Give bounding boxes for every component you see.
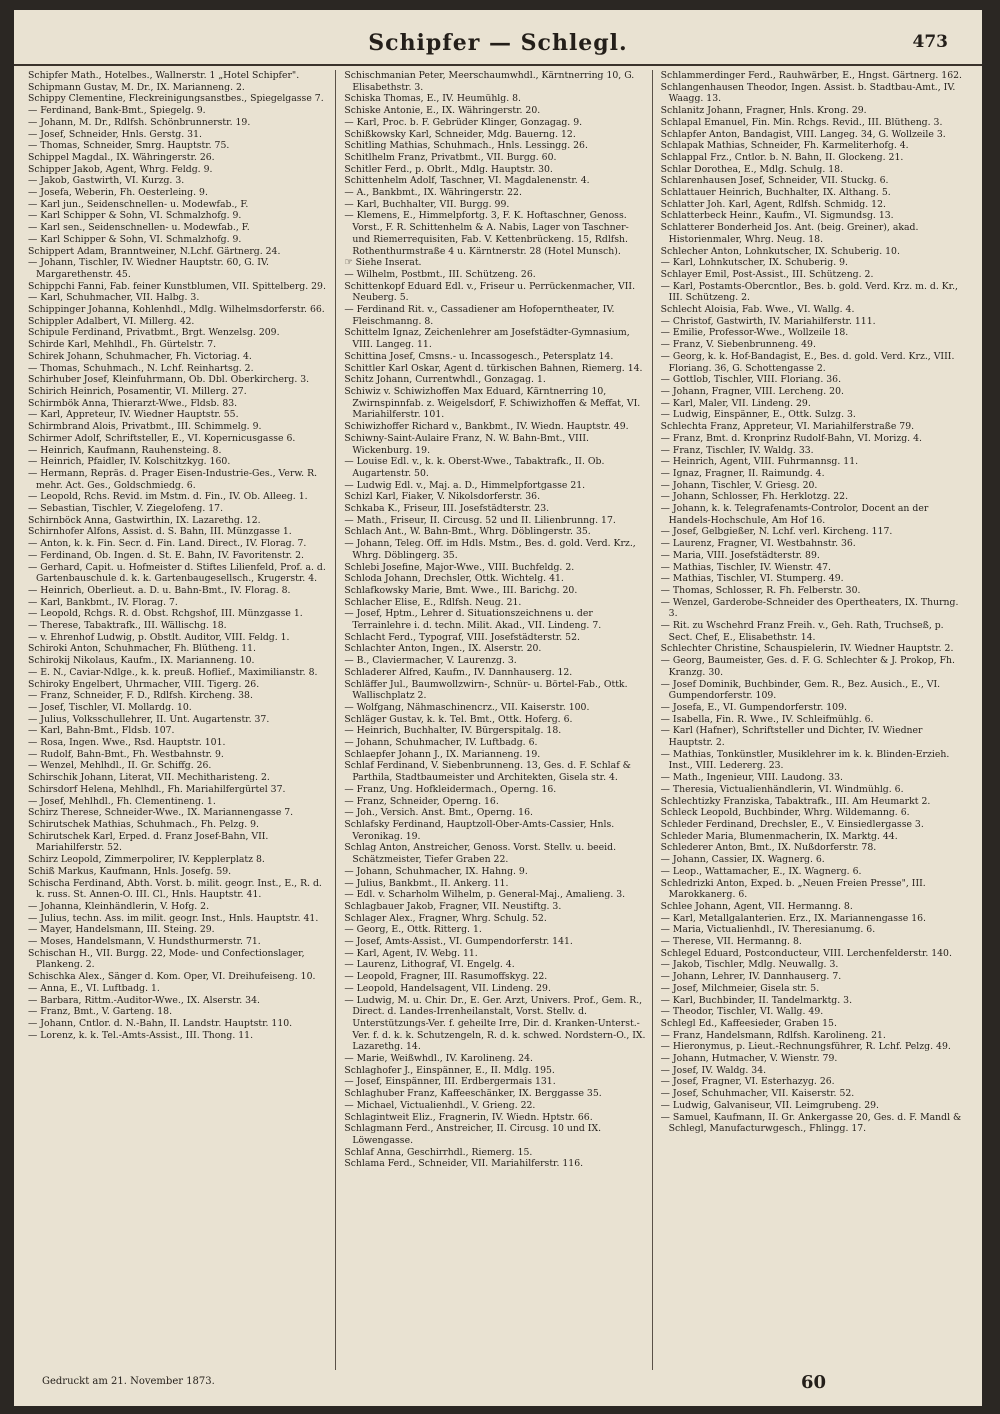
directory-entry: — Ludwig, Galvaniseur, VII. Leimgrubeng. 29. <box>660 1099 880 1111</box>
directory-entry: Schlappal Frz., Cntlor. b. N. Bahn, II. Glockeng. 21. <box>660 151 904 163</box>
directory-entry: — Karl, Schuhmacher, VII. Halbg. 3. <box>28 292 200 304</box>
directory-entry: — Gerhard, Capit. u. Hofmeister d. Stiftes Lilienfeld, Prof. a. d. Gartenbauschule d. k. k. Gartenbaugesellsch., Krugerstr. 4. <box>28 561 326 585</box>
directory-entry: Schirokij Nikolaus, Kaufm., IX. Marianneng. 10. <box>28 655 255 667</box>
directory-entry: — Karl Schipper & Sohn, VI. Schmalzhofg. 9. <box>28 233 242 245</box>
directory-entry: — Christof, Gastwirth, IV. Mariahilferstr. 111. <box>660 315 876 327</box>
page-footer <box>38 1372 958 1398</box>
directory-entry: — Ignaz, Fragner, II. Raimundg. 4. <box>660 467 825 479</box>
directory-entry: — Anna, E., VI. Luftbadg. 1. <box>28 982 160 994</box>
directory-entry: — Franz, Schneider, Operng. 16. <box>344 795 499 807</box>
directory-entry: — Julius, Bankbmt., II. Ankerg. 11. <box>344 877 509 889</box>
directory-column-3 <box>661 70 968 1370</box>
directory-entry: — B., Claviermacher, V. Laurenzg. 3. <box>344 655 517 667</box>
directory-entry: Schlachter Anton, Ingen., IX. Alserstr. 20. <box>344 643 542 655</box>
directory-entry: — Karl, Lohnkutscher, IX. Schuberig. 9. <box>660 257 848 269</box>
directory-entry: Schizl Karl, Fiaker, V. Nikolsdorferstr. 36. <box>344 491 541 503</box>
directory-entry: Schirnhofer Alfons, Assist. d. S. Bahn, III. Münzgasse 1. <box>28 526 292 538</box>
directory-entry: Schittler Karl Oskar, Agent d. türkischen Bahnen, Riemerg. 14. <box>344 362 643 374</box>
directory-entry: Schippler Adalbert, VI. Millerg. 42. <box>28 315 195 327</box>
directory-entry: — Edl. v. Scharholm Wilhelm, p. General-Maj., Amalieng. 3. <box>344 889 626 901</box>
directory-entry: Schittina Josef, Cmsns.- u. Incassogesch., Petersplatz 14. <box>344 350 614 362</box>
directory-entry: Schippy Clementine, Fleckreinigungsanstbes., Spiegelgasse 7. <box>28 93 324 105</box>
directory-entry: Schippel Magdal., IX. Währingerstr. 26. <box>28 151 215 163</box>
directory-entry: — Ferdinand Rit. v., Cassadiener am Hofoperntheater, IV. Fleischmanng. 8. <box>344 304 615 327</box>
directory-entry: Schirz Leopold, Zimmerpolirer, IV. Kepplerplatz 8. <box>28 854 265 866</box>
directory-entry: Schlagbauer Jakob, Fragner, VII. Neustiftg. 3. <box>344 900 562 912</box>
directory-entry: Schlag Anton, Anstreicher, Genoss. Vorst. Stellv. u. beeid. Schätzmeister, Tiefer Graben 22. <box>344 842 617 866</box>
directory-entry: — Wenzel, Mehlhdl., II. Gr. Schiffg. 26. <box>28 760 212 772</box>
directory-entry: Schipper Jakob, Agent, Whrg. Feldg. 9. <box>28 163 213 175</box>
directory-entry: Schirnböck Anna, Gastwirthin, IX. Lazarethg. 12. <box>28 514 261 526</box>
directory-column-2 <box>344 70 652 1370</box>
directory-entry: Schirmbök Anna, Thierarzt-Wwe., Fldsb. 83. <box>28 397 238 409</box>
directory-entry: Schiroki Anton, Schuhmacher, Fh. Blütheng. 11. <box>28 643 257 655</box>
directory-entry: Schittenkopf Eduard Edl. v., Friseur u. Perrückenmacher, VII. Neuberg. 5. <box>344 280 636 304</box>
page-number: 473 <box>912 32 948 52</box>
directory-entry: Schiß Markus, Kaufmann, Hnls. Josefg. 59. <box>28 865 232 877</box>
directory-entry: — Johann, Tischler, IV. Wiedner Hauptstr. 60, G. IV. Margarethenstr. 45. <box>28 257 269 280</box>
directory-entry: — Johann, Lehrer, IV. Dannhauserg. 7. <box>660 971 842 983</box>
directory-entry: — Wilhelm, Postbmt., III. Schützeng. 26. <box>344 268 536 280</box>
directory-entry: — Rudolf, Bahn-Bmt., Fh. Westbahnstr. 9. <box>28 748 224 760</box>
directory-entry: — Emilie, Professor-Wwe., Wollzeile 18. <box>660 327 849 339</box>
directory-entry: Schippchi Fanni, Fab. feiner Kunstblumen, VII. Spittelberg. 29. <box>28 280 326 292</box>
directory-entry: Schläger Gustav, k. k. Tel. Bmt., Ottk. Hoferg. 6. <box>344 713 573 725</box>
directory-entry: — Ferdinand, Bank-Bmt., Spiegelg. 9. <box>28 105 206 117</box>
directory-entry: — Marie, Weißwhdl., IV. Karolineng. 24. <box>344 1053 533 1065</box>
directory-entry: — Mathias, Tischler, VI. Stumperg. 49. <box>660 573 844 585</box>
directory-entry: — Samuel, Kaufmann, II. Gr. Ankergasse 20, Ges. d. F. Mandl & Schlegl, Manufacturwgesch., Fhlingg. 17. <box>660 1111 962 1135</box>
directory-entry: — Leopold, Rchs. Revid. im Mstm. d. Fin., IV. Ob. Alleeg. 1. <box>28 491 308 503</box>
directory-entry: Schirz Therese, Schneider-Wwe., IX. Mariannengasse 7. <box>28 807 294 819</box>
directory-entry: Schlayer Emil, Post-Assist., III. Schützeng. 2. <box>660 268 874 280</box>
directory-entry: — Gottlob, Tischler, VIII. Floriang. 36. <box>660 374 842 386</box>
directory-entry: Schlaghuber Franz, Kaffeeschänker, IX. Berggasse 35. <box>344 1088 602 1100</box>
directory-entry: — Karl (Hafner), Schriftsteller und Dichter, IV. Wiedner Hauptstr. 2. <box>660 725 923 749</box>
directory-entry: — Lorenz, k. k. Tel.-Amts-Assist., III. Thong. 11. <box>28 1029 254 1041</box>
directory-entry: Schlee Johann, Agent, VII. Hermanng. 8. <box>660 900 853 912</box>
directory-entry: Schlatterer Bonderheid Jos. Ant. (beig. Greiner), akad. Historienmaler, Whrg. Neug. 18. <box>660 222 919 245</box>
directory-entry: Schiwizhoffer Richard v., Bankbmt., IV. Wiedn. Hauptstr. 49. <box>344 421 629 433</box>
directory-entry: — Josef, Tischler, VI. Mollardg. 10. <box>28 701 192 713</box>
directory-entry: — Franz, V. Siebenbrunneng. 49. <box>660 339 816 351</box>
directory-entry: — Michael, Victualienhdl., V. Grieng. 22. <box>344 1099 536 1111</box>
directory-entry: Schleder Maria, Blumenmacherin, IX. Marktg. 44. <box>660 830 898 842</box>
directory-entry: — Rosa, Ingen. Wwe., Rsd. Hauptstr. 101. <box>28 737 226 749</box>
directory-entry: Schlach Ant., W. Bahn-Bmt., Whrg. Döblingerstr. 35. <box>344 526 591 538</box>
directory-entry: — Johann, k. k. Telegrafenamts-Controlor, Docent an der Handels-Hochschule, Am Hof 16. <box>660 503 929 526</box>
directory-entry: — Franz, Schneider, F. D., Rdlfsh. Kircheng. 38. <box>28 690 253 702</box>
directory-entry: Schitz Johann, Currentwhdl., Gonzagag. 1. <box>344 374 546 386</box>
directory-entry: — Josef, Milchmeier, Gisela str. 5. <box>660 982 820 994</box>
directory-entry: — Georg, k. k. Hof-Bandagist, E., Bes. d. gold. Verd. Krz., VIII. Floriang. 36, G. Schottengasse 2. <box>660 350 955 374</box>
directory-entry: Schlegel Eduard, Postconducteur, VIII. Lerchenfelderstr. 140. <box>660 947 952 959</box>
directory-entry: — Heinrich, Pfaidler, IV. Kolschitzkyg. 160. <box>28 456 231 468</box>
directory-entry: — Karl, Buchbinder, II. Tandelmarktg. 3. <box>660 994 853 1006</box>
directory-entry: — Moses, Handelsmann, V. Hundsthurmerstr. 71. <box>28 936 261 948</box>
directory-entry: Schlama Ferd., Schneider, VII. Mariahilferstr. 116. <box>344 1158 584 1170</box>
directory-entry: — Josef Dominik, Buchbinder, Gem. R., Bez. Ausich., E., VI. Gumpendorferstr. 109. <box>660 678 941 702</box>
directory-entry: Schlederer Anton, Bmt., IX. Nußdorferstr. 78. <box>660 842 877 854</box>
directory-entry: — Karl, Bahn-Bmt., Fldsb. 107. <box>28 725 175 737</box>
directory-entry: Schirmbrand Alois, Privatbmt., III. Schimmelg. 9. <box>28 421 262 433</box>
directory-entry: — Heinrich, Buchhalter, IV. Bürgerspitalg. 18. <box>344 725 562 737</box>
directory-entry: — Karl, Appreteur, IV. Wiedner Hauptstr. 55. <box>28 409 239 421</box>
directory-entry: — Franz, Bmt. d. Kronprinz Rudolf-Bahn, VI. Morizg. 4. <box>660 432 922 444</box>
directory-column-1 <box>28 70 336 1370</box>
directory-entry: Schlaf Ferdinand, V. Siebenbrunneng. 13, Ges. d. F. Schlaf & Parthila, Stadtbaumeister und Architekten, Gisela str. 4. <box>344 760 631 784</box>
directory-entry: — Barbara, Rittm.-Auditor-Wwe., IX. Alserstr. 34. <box>28 994 260 1006</box>
directory-entry: — Sebastian, Tischler, V. Ziegelofeng. 17. <box>28 503 224 515</box>
directory-entry: Schlafkowsky Marie, Bmt. Wwe., III. Barichg. 20. <box>344 584 578 596</box>
directory-entry: — Georg, Baumeister, Ges. d. F. G. Schlechter & J. Prokop, Fh. Kranzg. 30. <box>660 655 955 678</box>
directory-entry: Schirschik Johann, Literat, VII. Mechitharisteng. 2. <box>28 772 270 784</box>
directory-entry: — Josef, Fragner, VI. Esterhazyg. 26. <box>660 1076 835 1088</box>
directory-entry: — v. Ehrenhof Ludwig, p. Obstlt. Auditor, VIII. Feldg. 1. <box>28 631 290 643</box>
directory-entry: Schlatterbeck Heinr., Kaufm., VI. Sigmundsg. 13. <box>660 210 894 222</box>
directory-entry: Schlechtizky Franziska, Tabaktrafk., III. Am Heumarkt 2. <box>660 795 931 807</box>
directory-entry: Schipule Ferdinand, Privatbmt., Brgt. Wenzelsg. 209. <box>28 327 280 339</box>
directory-entry: — Josef, IV. Waldg. 34. <box>660 1064 767 1076</box>
directory-entry: Schitler Ferd., p. Obrlt., Mdlg. Hauptstr. 30. <box>344 163 553 175</box>
directory-entry: — Math., Ingenieur, VIII. Laudong. 33. <box>660 772 843 784</box>
directory-entry: Schlacht Ferd., Typograf, VIII. Josefstädterstr. 52. <box>344 631 580 643</box>
directory-entry: — Georg, E., Ottk. Ritterg. 1. <box>344 924 482 936</box>
directory-entry: — Karl, Proc. b. F. Gebrüder Klinger, Gonzagag. 9. <box>344 116 583 128</box>
directory-entry: Schirhuber Josef, Kleinfuhrmann, Ob. Dbl. Oberkircherg. 3. <box>28 374 310 386</box>
directory-entry: Schippert Adam, Branntweiner, N.Lchf. Gärtnerg. 24. <box>28 245 281 257</box>
directory-entry: — Ludwig, M. u. Chir. Dr., E. Ger. Arzt, Univers. Prof., Gem. R., Direct. d. Landes-Irrenheilanstalt, Vorst. Stellv. d. Unterstützungs-Ver. f. geheilte Irre, Dir. d. Kranken-Unterst.-Ver. f. d. k. k. Schutzengeln, R. d. k. schwed. Nordstern-O., IX. Lazarethg. 14. <box>344 994 646 1053</box>
directory-entry: — Johanna, Kleinhändlerin, V. Hofg. 2. <box>28 900 210 912</box>
directory-entry: — Mathias, Tischler, IV. Wienstr. 47. <box>660 561 831 573</box>
directory-entry: Schirek Johann, Schuhmacher, Fh. Victoriag. 4. <box>28 350 252 362</box>
directory-entry: Schledrizki Anton, Exped. b. „Neuen Freien Presse", III. Marokkanerg. 6. <box>660 877 926 901</box>
directory-entry: — Johann, Teleg. Off. im Hdls. Mstm., Bes. d. gold. Verd. Krz., Whrg. Döblingerg. 35. <box>344 538 636 561</box>
directory-entry: — Karl jun., Seidenschnellen- u. Modewfab., F. <box>28 198 249 210</box>
directory-entry: Schiske Antonie, E., IX. Währingerstr. 20. <box>344 105 541 117</box>
directory-entry: — Josefa, E., VI. Gumpendorferstr. 109. <box>660 701 847 713</box>
page-header <box>14 24 982 66</box>
directory-entry: Schitling Mathias, Schuhmach., Hnls. Lessingg. 26. <box>344 140 588 152</box>
directory-entry: — Johann, Schlosser, Fh. Herklotzg. 22. <box>660 491 849 503</box>
directory-entry: — Therese, VII. Hermanng. 8. <box>660 936 802 948</box>
directory-entry: — Josef, Amts-Assist., VI. Gumpendorferstr. 141. <box>344 936 573 948</box>
directory-entry: — Mathias, Tonkünstler, Musiklehrer im k. k. Blinden-Erzieh. Inst., VIII. Ledererg. 23. <box>660 748 950 772</box>
directory-entry: — Maria, VIII. Josefstädterstr. 89. <box>660 549 820 561</box>
directory-entry: — Johann, Tischler, V. Griesg. 20. <box>660 479 818 491</box>
directory-entry: — Julius, techn. Ass. im milit. geogr. Inst., Hnls. Hauptstr. 41. <box>28 912 319 924</box>
directory-entry: — Josef, Schuhmacher, VII. Kaiserstr. 52. <box>660 1088 855 1100</box>
directory-entry: Schlapak Mathias, Schneider, Fh. Karmeliterhofg. 4. <box>660 140 909 152</box>
directory-entry: — Leopold, Fragner, III. Rasumoffskyg. 22. <box>344 971 548 983</box>
directory-entry: Schiwiz v. Schiwizhoffen Max Eduard, Kärntnerring 10, Zwirnspinnfab. z. Weigelsdorf, F. Schiwizhoffen & Meffat, VI. Mariahilferstr. 101. <box>344 385 641 421</box>
directory-entry: Schlegl Ed., Kaffeesieder, Graben 15. <box>660 1017 837 1029</box>
directory-entry: — Josef, Mehlhdl., Fh. Clementineng. 1. <box>28 795 216 807</box>
directory-entry: — Karl, Agent, IV. Webg. 11. <box>344 947 478 959</box>
directory-entry: Schirsdorf Helena, Mehlhdl., Fh. Mariahilfergürtel 37. <box>28 783 286 795</box>
directory-entry: Schiwny-Saint-Aulaire Franz, N. W. Bahn-Bmt., VIII. Wickenburg. 19. <box>344 432 589 456</box>
directory-entry: Schipfer Math., Hotelbes., Wallnerstr. 1 „Hotel Schipfer". <box>28 70 300 81</box>
directory-entry: — Franz, Tischler, IV. Waldg. 33. <box>660 444 814 456</box>
directory-entry: — Johann, Schuhmacher, IV. Luftbadg. 6. <box>344 737 538 749</box>
directory-entry: — Laurenz, Lithograf, VI. Engelg. 4. <box>344 959 515 971</box>
directory-entry: Schischka Alex., Sänger d. Kom. Oper, VI. Dreihufeiseng. 10. <box>28 971 316 983</box>
directory-entry: Schirutschek Karl, Erped. d. Franz Josef-Bahn, VII. Mariahilferstr. 52. <box>28 830 269 854</box>
directory-entry: Schirmer Adolf, Schriftsteller, E., VI. Kopernicusgasse 6. <box>28 432 296 444</box>
directory-entry: — Therese, Tabaktrafk., III. Wällischg. 18. <box>28 620 227 632</box>
directory-entry: — Mayer, Handelsmann, III. Steing. 29. <box>28 924 215 936</box>
directory-entry: — Heinrich, Agent, VIII. Fuhrmannsg. 11. <box>660 456 859 468</box>
directory-entry: — Wenzel, Garderobe-Schneider des Opertheaters, IX. Thurng. 3. <box>660 596 959 620</box>
directory-entry: — Johann, Cntlor. d. N.-Bahn, II. Landstr. Hauptstr. 110. <box>28 1017 293 1029</box>
directory-entry: Schipmann Gustav, M. Dr., IX. Marianneng. 2. <box>28 81 245 93</box>
directory-entry: Schlager Alex., Fragner, Whrg. Schulg. 52. <box>344 912 547 924</box>
directory-entry: Schlangenhausen Theodor, Ingen. Assist. b. Stadtbau-Amt., IV. Waagg. 13. <box>660 81 956 105</box>
directory-entry: Schlaepfer Johann J., IX. Marianneng. 19. <box>344 748 541 760</box>
directory-entry: — Heinrich, Oberlieut. a. D. u. Bahn-Bmt., IV. Florag. 8. <box>28 584 291 596</box>
directory-entry: — Laurenz, Fragner, VI. Westbahnstr. 36. <box>660 538 856 550</box>
directory-entry: Schittenhelm Adolf, Taschner, VI. Magdalenenstr. 4. <box>344 175 590 187</box>
directory-entry: — Franz, Ung. Hofkleidermach., Operng. 16. <box>344 783 557 795</box>
directory-entry: Schläffer Jul., Baumwollzwirn-, Schnür- u. Börtel-Fab., Ottk. Wallischplatz 2. <box>344 678 628 702</box>
directory-page <box>14 10 982 1406</box>
directory-entry: — Anton, k. k. Fin. Secr. d. Fin. Land. Direct., IV. Florag. 7. <box>28 538 307 550</box>
directory-entry: — Rit. zu Wschehrd Franz Freih. v., Geh. Rath, Truchseß, p. Sect. Chef, E., Elisabethstr. 14. <box>660 620 944 643</box>
directory-entry: — Thomas, Schneider, Smrg. Hauptstr. 75. <box>28 140 230 152</box>
directory-entry: Schlanitz Johann, Fragner, Hnls. Krong. 29. <box>660 105 867 117</box>
directory-entry: — Wolfgang, Nähmaschinencrz., VII. Kaiserstr. 100. <box>344 701 590 713</box>
directory-entry: Schlarenhausen Josef, Schneider, VII. Stuckg. 6. <box>660 175 889 187</box>
directory-entry: Schkaba K., Friseur, III. Josefstädterstr. 23. <box>344 503 550 515</box>
directory-entry: — Jakob, Gastwirth, VI. Kurzg. 3. <box>28 175 185 187</box>
directory-entry: Schlecher Anton, Lohnkutscher, IX. Schuberig. 10. <box>660 245 900 257</box>
directory-entry: Schippinger Johanna, Kohlenhdl., Mdlg. Wilhelmsdorferstr. 66. <box>28 304 325 316</box>
directory-entry: — Karl, Metallgalanterien. Erz., IX. Mariannengasse 16. <box>660 912 926 924</box>
directory-entry: Schlar Dorothea, E., Mdlg. Schulg. 18. <box>660 163 844 175</box>
directory-entry: — A., Bankbmt., IX. Währingerstr. 22. <box>344 187 522 199</box>
directory-entry: — Klemens, E., Himmelpfortg. 3, F. K. Hoftaschner, Genoss. Vorst., F. R. Schittenhelm & A. Nabis, Lager von Taschner- und Riemerrequisiten, Fab. V. Kettenbrückeng. 15, Rdlfsh. Rothenthurmstraße 4 u. Kärntnerstr. 28 (Hotel Munsch). <box>344 210 629 257</box>
directory-entry: — Leop., Wattamacher, E., IX. Wagnerg. 6. <box>660 865 862 877</box>
directory-entry: Schischa Ferdinand, Abth. Vorst. b. milit. geogr. Inst., E., R. d. k. russ. St. Annen-O. III. Cl., Hnls. Hauptstr. 41. <box>28 877 322 901</box>
directory-entry: — Leopold, Rchgs. R. d. Obst. Rchgshof, III. Münzgasse 1. <box>28 608 303 620</box>
directory-columns <box>28 70 968 1370</box>
directory-entry: — Ferdinand, Ob. Ingen. d. St. E. Bahn, IV. Favoritenstr. 2. <box>28 549 305 561</box>
directory-entry: Schißkowsky Karl, Schneider, Mdg. Bauerng. 12. <box>344 128 576 140</box>
directory-entry: Schlacher Elise, E., Rdlfsh. Neug. 21. <box>344 596 522 608</box>
directory-entry: — Ludwig, Einspänner, E., Ottk. Sulzg. 3. <box>660 409 856 421</box>
directory-entry: — Leopold, Handelsagent, VII. Lindeng. 29. <box>344 982 551 994</box>
directory-entry: — Isabella, Fin. R. Wwe., IV. Schleifmühlg. 6. <box>660 713 874 725</box>
directory-entry: Schirich Heinrich, Posamentir, VI. Millerg. 27. <box>28 385 247 397</box>
directory-entry: Schlattauer Heinrich, Buchhalter, IX. Althang. 5. <box>660 187 891 199</box>
directory-entry: Schlapal Emanuel, Fin. Min. Rchgs. Revid., III. Blütheng. 3. <box>660 116 943 128</box>
directory-entry: Schiroky Engelbert, Uhrmacher, VIII. Tigerg. 26. <box>28 678 260 690</box>
directory-entry: — Josef, Schneider, Hnls. Gerstg. 31. <box>28 128 202 140</box>
directory-entry: — Karl sen., Seidenschnellen- u. Modewfab., F. <box>28 222 250 234</box>
directory-entry: ☞ Siehe Inserat. <box>344 257 422 269</box>
directory-entry: — E. N., Caviar-Ndlge., k. k. preuß. Hoflief., Maximilianstr. 8. <box>28 666 318 678</box>
directory-entry: Schlammerdinger Ferd., Rauhwärber, E., Hngst. Gärtnerg. 162. <box>660 70 963 81</box>
directory-entry: — Josef, Hptm., Lehrer d. Situationszeichnens u. der Terrainlehre i. d. techn. Milit. Akad., VII. Lindeng. 7. <box>344 608 602 632</box>
directory-entry: Schlaf Anna, Geschirrhdl., Riemerg. 15. <box>344 1146 533 1158</box>
directory-entry: — Thomas, Schlosser, R. Fh. Felberstr. 30. <box>660 584 861 596</box>
directory-entry: Schlagintweit Eliz., Fragnerin, IV. Wiedn. Hptstr. 66. <box>344 1111 593 1123</box>
directory-entry: Schischan H., VII. Burgg. 22, Mode- und Confectionslager, Plankeng. 2. <box>28 947 305 971</box>
directory-entry: — Josefa, Weberin, Fh. Oesterleing. 9. <box>28 187 208 199</box>
directory-entry: — Hieronymus, p. Lieut.-Rechnungsführer, R. Lchf. Pelzg. 49. <box>660 1041 951 1053</box>
directory-entry: — Franz, Bmt., V. Garteng. 18. <box>28 1006 173 1018</box>
directory-entry: Schirde Karl, Mehlhdl., Fh. Gürtelstr. 7. <box>28 339 217 351</box>
directory-entry: — Karl, Bankbmt., IV. Florag. 7. <box>28 596 178 608</box>
directory-entry: Schlebi Josefine, Major-Wwe., VIII. Buchfeldg. 2. <box>344 561 575 573</box>
directory-entry: — Theresia, Victualienhändlerin, VI. Windmühlg. 6. <box>660 783 904 795</box>
directory-entry: — Josef, Einspänner, III. Erdbergermais 131. <box>344 1076 556 1088</box>
directory-entry: Schirutschek Mathias, Schuhmach., Fh. Pelzg. 9. <box>28 819 259 830</box>
directory-entry: — Karl Schipper & Sohn, VI. Schmalzhofg. 9. <box>28 210 242 222</box>
directory-entry: — Johann, Schuhmacher, IX. Hahng. 9. <box>344 865 528 877</box>
directory-entry: Schiska Thomas, E., IV. Heumühlg. 8. <box>344 93 522 105</box>
directory-entry: — Joh., Versich. Anst. Bmt., Operng. 16. <box>344 807 533 819</box>
directory-entry: — Ludwig Edl. v., Maj. a. D., Himmelpfortgasse 21. <box>344 479 586 491</box>
directory-entry: — Jakob, Tischler, Mdlg. Neuwallg. 3. <box>660 959 839 971</box>
signature-mark: 60 <box>800 1372 826 1393</box>
directory-entry: Schlechter Christine, Schauspielerin, IV. Wiedner Hauptstr. 2. <box>660 643 954 655</box>
page-title: Schipfer — Schlegl. <box>368 30 628 56</box>
print-date: Gedruckt am 21. November 1873. <box>42 1376 215 1387</box>
directory-entry: — Theodor, Tischler, VI. Wallg. 49. <box>660 1006 824 1018</box>
directory-entry: Schlecht Aloisia, Fab. Wwe., VI. Wallg. 4. <box>660 304 855 316</box>
directory-entry: — Johann, M. Dr., Rdlfsh. Schönbrunnerstr. 19. <box>28 116 251 128</box>
directory-entry: Schleder Ferdinand, Drechsler, E., V. Einsiedlergasse 3. <box>660 819 924 830</box>
directory-entry: — Hermann, Repräs. d. Prager Eisen-Industrie-Ges., Verw. R. mehr. Act. Ges., Goldschmiedg. 6. <box>28 467 318 491</box>
directory-entry: Schlafsky Ferdinand, Hauptzoll-Ober-Amts-Cassier, Hnls. Veronikag. 19. <box>344 819 615 842</box>
directory-entry: — Maria, Victualienhdl., IV. Theresianumg. 6. <box>660 924 876 936</box>
directory-entry: Schlechta Franz, Appreteur, VI. Mariahilferstraße 79. <box>660 421 915 433</box>
directory-entry: Schittelm Ignaz, Zeichenlehrer am Josefstädter-Gymnasium, VIII. Langeg. 11. <box>344 327 630 351</box>
directory-entry: — Karl, Maler, VII. Lindeng. 29. <box>660 397 811 409</box>
directory-entry: Schladerer Alfred, Kaufm., IV. Dannhauserg. 12. <box>344 666 573 678</box>
directory-entry: Schitlhelm Franz, Privatbmt., VII. Burgg. 60. <box>344 151 557 163</box>
directory-entry: — Karl, Buchhalter, VII. Burgg. 99. <box>344 198 510 210</box>
directory-entry: Schlagmann Ferd., Anstreicher, II. Circusg. 10 und IX. Löwengasse. <box>344 1123 602 1146</box>
directory-entry: Schischmanian Peter, Meerschaumwhdl., Kärntnerring 10, G. Elisabethstr. 3. <box>344 70 635 93</box>
directory-entry: Schlatter Joh. Karl, Agent, Rdlfsh. Schmidg. 12. <box>660 198 886 210</box>
directory-entry: — Johann, Fragner, VIII. Lercheng. 20. <box>660 385 844 397</box>
directory-entry: — Thomas, Schuhmach., N. Lchf. Reinhartsg. 2. <box>28 362 254 374</box>
directory-entry: — Math., Friseur, II. Circusg. 52 und II. Lilienbrunng. 17. <box>344 514 616 526</box>
directory-entry: — Josef, Gelbgießer, N. Lchf. verl. Kircheng. 117. <box>660 526 893 538</box>
directory-entry: — Johann, Cassier, IX. Wagnerg. 6. <box>660 854 825 866</box>
directory-entry: Schloda Johann, Drechsler, Ottk. Wichtelg. 41. <box>344 573 564 585</box>
directory-entry: — Johann, Hutmacher, V. Wienstr. 79. <box>660 1053 838 1065</box>
directory-entry: Schlaghofer J., Einspänner, E., II. Mdlg. 195. <box>344 1064 555 1076</box>
directory-entry: — Heinrich, Kaufmann, Rauhensteing. 8. <box>28 444 222 456</box>
directory-entry: — Karl, Postamts-Obercntlor., Bes. b. gold. Verd. Krz. m. d. Kr., III. Schützeng. 2. <box>660 280 959 304</box>
directory-entry: Schlapfer Anton, Bandagist, VIII. Langeg. 34, G. Wollzeile 3. <box>660 128 946 140</box>
directory-entry: — Julius, Volksschullehrer, II. Unt. Augartenstr. 37. <box>28 713 270 725</box>
directory-entry: — Franz, Handelsmann, Rdlfsh. Karolineng. 21. <box>660 1029 886 1041</box>
directory-entry: — Louise Edl. v., k. k. Oberst-Wwe., Tabaktrafk., II. Ob. Augartenstr. 50. <box>344 456 605 479</box>
directory-entry: Schleck Leopold, Buchbinder, Whrg. Wildemanng. 6. <box>660 807 910 819</box>
